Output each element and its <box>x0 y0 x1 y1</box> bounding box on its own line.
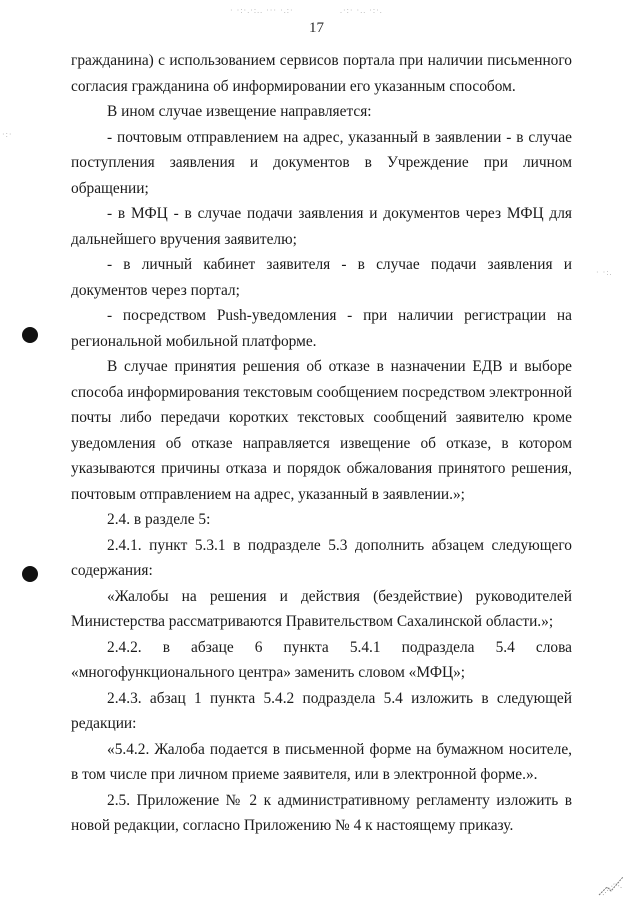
punch-hole <box>22 566 38 582</box>
paragraph: 2.4.2. в абзаце 6 пункта 5.4.1 подраздела 5.4 слова «многофункционального центра» заменить словом «МФЦ»; <box>71 638 572 681</box>
paragraph: «Жалобы на решения и действия (бездействие) руководителей Министерства рассматриваются Правительством Сахалинской области.»; <box>71 587 572 630</box>
document-body <box>71 48 572 839</box>
paragraph: - почтовым отправлением на адрес, указанный в заявлении - в случае поступления заявления и документов в Учреждение при личном обращении; <box>71 128 572 197</box>
paragraph: - в МФЦ - в случае подачи заявления и документов через МФЦ для дальнейшего вручения заявителю; <box>71 205 572 248</box>
paragraph: В ином случае извещение направляется: <box>107 103 372 120</box>
punch-hole <box>22 327 38 343</box>
paragraph: гражданина) с использованием сервисов портала при наличии письменного согласия гражданина об информировании его указанным способом. <box>71 52 572 95</box>
scan-noise: · ·:. <box>596 268 613 277</box>
scan-noise: · ·:·.·:.. ··· ·.:· <box>230 6 294 15</box>
paragraph: «5.4.2. Жалоба подается в письменной форме на бумажном носителе, в том числе при личном приеме заявителя, или в электронной форме.». <box>71 740 572 783</box>
scan-noise: .·:· ·.. ·:·. <box>340 6 383 15</box>
paragraph: - в личный кабинет заявителя - в случае подачи заявления и документов через портал; <box>71 256 572 299</box>
page-number: 17 <box>309 20 324 36</box>
scan-noise: ·:· <box>2 130 13 139</box>
paragraph: 2.5. Приложение № 2 к административному регламенту изложить в новой редакции, согласно Приложению № 4 к настоящему приказу. <box>71 791 572 834</box>
paragraph: 2.4.3. абзац 1 пункта 5.4.2 подраздела 5.4 изложить в следующей редакции: <box>71 689 572 732</box>
paragraph: - посредством Push-уведомления - при наличии регистрации на региональной мобильной платформе. <box>71 307 572 350</box>
corner-scan-mark <box>597 873 625 897</box>
paragraph: 2.4. в разделе 5: <box>107 511 211 528</box>
paragraph: 2.4.1. пункт 5.3.1 в подразделе 5.3 дополнить абзацем следующего содержания: <box>71 536 572 579</box>
paragraph: В случае принятия решения об отказе в назначении ЕДВ и выборе способа информирования текстовым сообщением посредством электронной почты либо передачи коротких текстовых сообщений заявителю кроме уведомления об отказе направляется извещение об отказе, в котором указываются причины отказа и порядок обжалования принятого решения, почтовым отправлением на адрес, указанный в заявлении.»; <box>71 358 572 503</box>
